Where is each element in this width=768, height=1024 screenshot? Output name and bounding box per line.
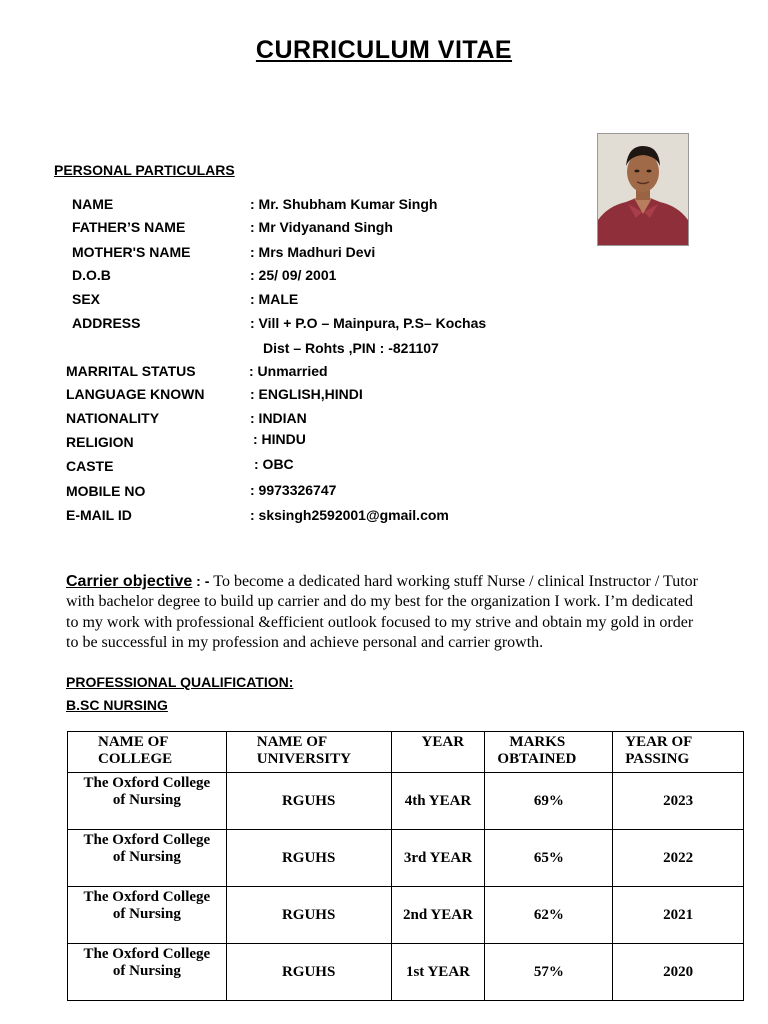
- label-fathers-name: FATHER’S NAME: [72, 219, 186, 235]
- label-marital-status: MARRITAL STATUS: [66, 363, 196, 379]
- cell-college: The Oxford College of Nursing: [68, 830, 227, 887]
- value-marital-status: : Unmarried: [249, 363, 328, 379]
- label-nationality: NATIONALITY: [66, 410, 160, 426]
- value-address-line1: : Vill + P.O – Mainpura, P.S– Kochas: [250, 315, 487, 331]
- table-header-row: [68, 732, 744, 773]
- label-sex: SEX: [72, 291, 101, 307]
- label-email-id: E-MAIL ID: [66, 507, 132, 523]
- value-language-known: : ENGLISH,HINDI: [250, 386, 363, 402]
- cell-university: RGUHS: [226, 887, 391, 944]
- value-religion: : HINDU: [253, 431, 306, 447]
- value-mothers-name: : Mrs Madhuri Devi: [250, 244, 376, 260]
- value-nationality: : INDIAN: [250, 410, 307, 426]
- cell-passing: 2023: [613, 773, 744, 830]
- column-header-college: NAME OF COLLEGE: [68, 732, 227, 773]
- cell-year: 1st YEAR: [391, 944, 485, 1001]
- value-dob: : 25/ 09/ 2001: [250, 267, 337, 283]
- cell-university: RGUHS: [226, 773, 391, 830]
- cell-marks: 69%: [485, 773, 613, 830]
- cell-university: RGUHS: [226, 944, 391, 1001]
- label-mothers-name: MOTHER'S NAME: [72, 244, 191, 260]
- qualification-table: [67, 731, 744, 1001]
- label-address: ADDRESS: [72, 315, 141, 331]
- cell-college: The Oxford College of Nursing: [68, 944, 227, 1001]
- cell-year: 2nd YEAR: [391, 887, 485, 944]
- cell-college: The Oxford College of Nursing: [68, 887, 227, 944]
- value-sex: : MALE: [250, 291, 299, 307]
- cell-marks: 65%: [485, 830, 613, 887]
- column-header-year: YEAR: [391, 732, 485, 773]
- cell-university: RGUHS: [226, 830, 391, 887]
- table-row: [68, 830, 744, 887]
- value-mobile-no: : 9973326747: [250, 482, 337, 498]
- bsc-nursing-heading: B.SC NURSING: [66, 697, 168, 713]
- carrier-objective: [66, 571, 706, 653]
- value-address-line2: Dist – Rohts ,PIN : -821107: [263, 340, 439, 356]
- column-header-marks: MARKS OBTAINED: [485, 732, 613, 773]
- label-name: NAME: [72, 196, 114, 212]
- cell-marks: 62%: [485, 887, 613, 944]
- carrier-objective-separator: : -: [192, 573, 214, 589]
- document-title: CURRICULUM VITAE: [255, 36, 513, 64]
- table-row: [68, 887, 744, 944]
- profile-photo: [597, 133, 689, 246]
- label-language-known: LANGUAGE KNOWN: [66, 386, 205, 402]
- table-row: [68, 944, 744, 1001]
- cell-passing: 2021: [613, 887, 744, 944]
- label-mobile-no: MOBILE NO: [66, 483, 146, 499]
- carrier-objective-text: To become a dedicated hard working stuff Nurse / clinical Instructor / Tutor with bachelor degree to build up carrier and do my best for the organization I work. I’m dedicated to my work with professional &efficient outlook focused to my strive and obtain my gold in order to be successful in my profession and achieve personal and carrier growth.: [66, 573, 698, 651]
- cell-passing: 2020: [613, 944, 744, 1001]
- professional-qualification-heading: PROFESSIONAL QUALIFICATION:: [66, 674, 294, 690]
- value-caste: : OBC: [254, 456, 294, 472]
- column-header-passing: YEAR OF PASSING: [613, 732, 744, 773]
- value-name: : Mr. Shubham Kumar Singh: [250, 196, 438, 212]
- value-email-id: : sksingh2592001@gmail.com: [250, 507, 449, 523]
- cell-year: 3rd YEAR: [391, 830, 485, 887]
- cell-marks: 57%: [485, 944, 613, 1001]
- cell-year: 4th YEAR: [391, 773, 485, 830]
- table-row: [68, 773, 744, 830]
- label-dob: D.O.B: [72, 267, 111, 283]
- value-fathers-name: : Mr Vidyanand Singh: [250, 219, 393, 235]
- personal-particulars-heading: PERSONAL PARTICULARS: [54, 162, 235, 178]
- label-religion: RELIGION: [66, 434, 134, 450]
- cell-passing: 2022: [613, 830, 744, 887]
- column-header-university: NAME OF UNIVERSITY: [226, 732, 391, 773]
- carrier-objective-label: Carrier objective: [66, 573, 193, 590]
- label-caste: CASTE: [66, 458, 114, 474]
- cell-college: The Oxford College of Nursing: [68, 773, 227, 830]
